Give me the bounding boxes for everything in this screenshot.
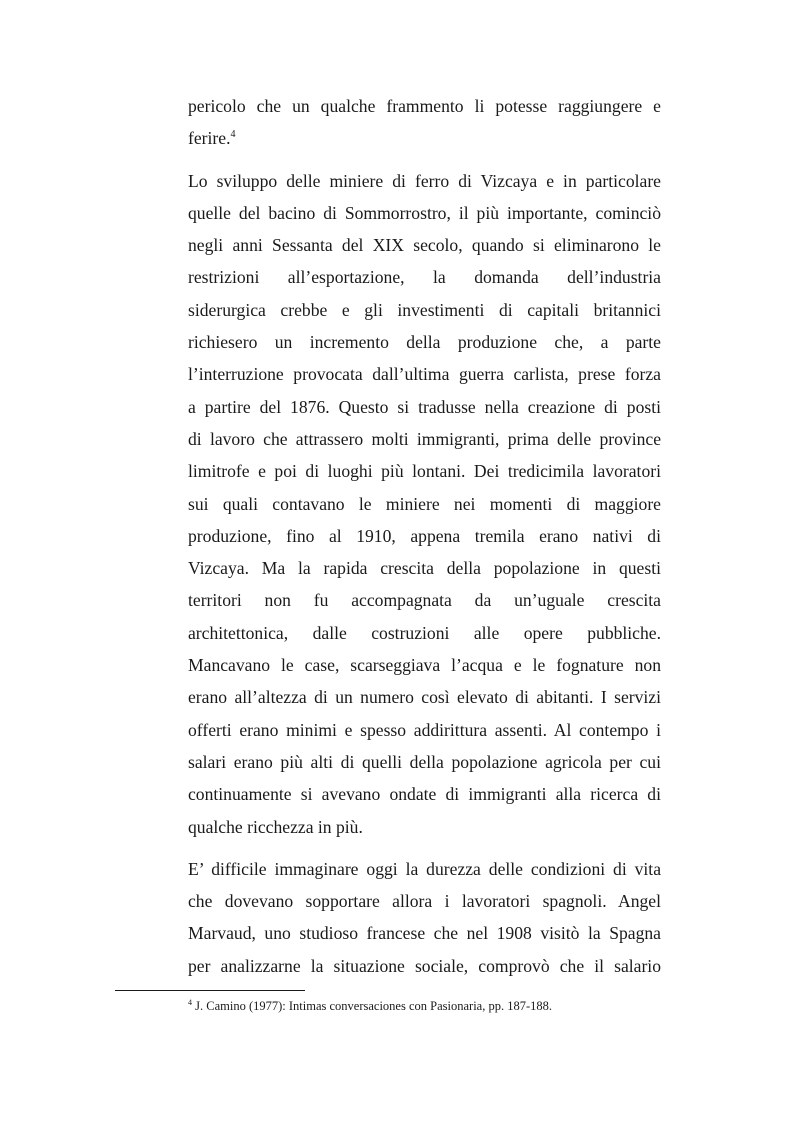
text-line: di lavoro che attrassero molti immigranti, prima delle province xyxy=(188,428,661,449)
text-line: siderurgica crebbe e gli investimenti di capitali britannici xyxy=(188,299,661,320)
text-line: qualche ricchezza in più. xyxy=(188,816,363,837)
text-line: erano all’altezza di un numero così elevato di abitanti. I servizi xyxy=(188,687,661,708)
text-line: pericolo che un qualche frammento li potesse raggiungere e xyxy=(188,96,661,116)
text-line: E’ difficile immaginare oggi la durezza delle condizioni di vita xyxy=(188,858,661,879)
footnote-number: 4 xyxy=(188,998,192,1007)
text-line: Marvaud, uno studioso francese che nel 1908 visitò la Spagna xyxy=(188,923,661,944)
text-line: negli anni Sessanta del XIX secolo, quando si eliminarono le xyxy=(188,235,661,256)
text-line: che dovevano sopportare allora i lavoratori spagnoli. Angel xyxy=(188,891,661,912)
text-line: quelle del bacino di Sommorrostro, il più importante, cominciò xyxy=(188,202,661,223)
text-line: richiesero un incremento della produzione che, a parte xyxy=(188,332,661,353)
paragraph xyxy=(188,853,661,982)
text-line: sui quali contavano le miniere nei momenti di maggiore xyxy=(188,493,661,514)
footnote-separator xyxy=(115,990,305,991)
text-line: per analizzarne la situazione sociale, comprovò che il salario xyxy=(188,955,661,976)
text-line: territori non fu accompagnata da un’uguale crescita xyxy=(188,590,661,611)
text-line: restrizioni all’esportazione, la domanda dell’industria xyxy=(188,267,661,288)
footnote-reference[interactable]: 4 xyxy=(230,129,236,141)
text-line: ferire.$^4$ xyxy=(188,128,236,149)
footnote xyxy=(188,998,668,1014)
text-line: Mancavano le case, scarseggiava l’acqua e le fognature non xyxy=(188,655,661,676)
text-line: offerti erano minimi e spesso addirittura assenti. Al contempo i xyxy=(188,719,661,740)
text-line: a partire del 1876. Questo si tradusse nella creazione di posti xyxy=(188,396,661,417)
paragraph xyxy=(188,165,661,843)
text-line: Vizcaya. Ma la rapida crescita della popolazione in questi xyxy=(188,558,661,579)
text-line: produzione, fino al 1910, appena tremila erano nativi di xyxy=(188,525,661,546)
text-line: Lo sviluppo delle miniere di ferro di Vizcaya e in particolare xyxy=(188,170,661,191)
footnote-text: J. Camino (1977): Intimas conversaciones con Pasionaria, pp. 187-188. xyxy=(192,999,552,1013)
body-text xyxy=(188,90,661,982)
text-line: architettonica, dalle costruzioni alle opere pubbliche. xyxy=(188,622,661,643)
text-line: continuamente si avevano ondate di immigranti alla ricerca di xyxy=(188,784,661,805)
text-line: limitrofe e poi di luoghi più lontani. Dei tredicimila lavoratori xyxy=(188,461,661,482)
text-line: l’interruzione provocata dall’ultima guerra carlista, prese forza xyxy=(188,364,661,385)
paragraph xyxy=(188,90,661,155)
text-line: salari erano più alti di quelli della popolazione agricola per cui xyxy=(188,751,661,772)
